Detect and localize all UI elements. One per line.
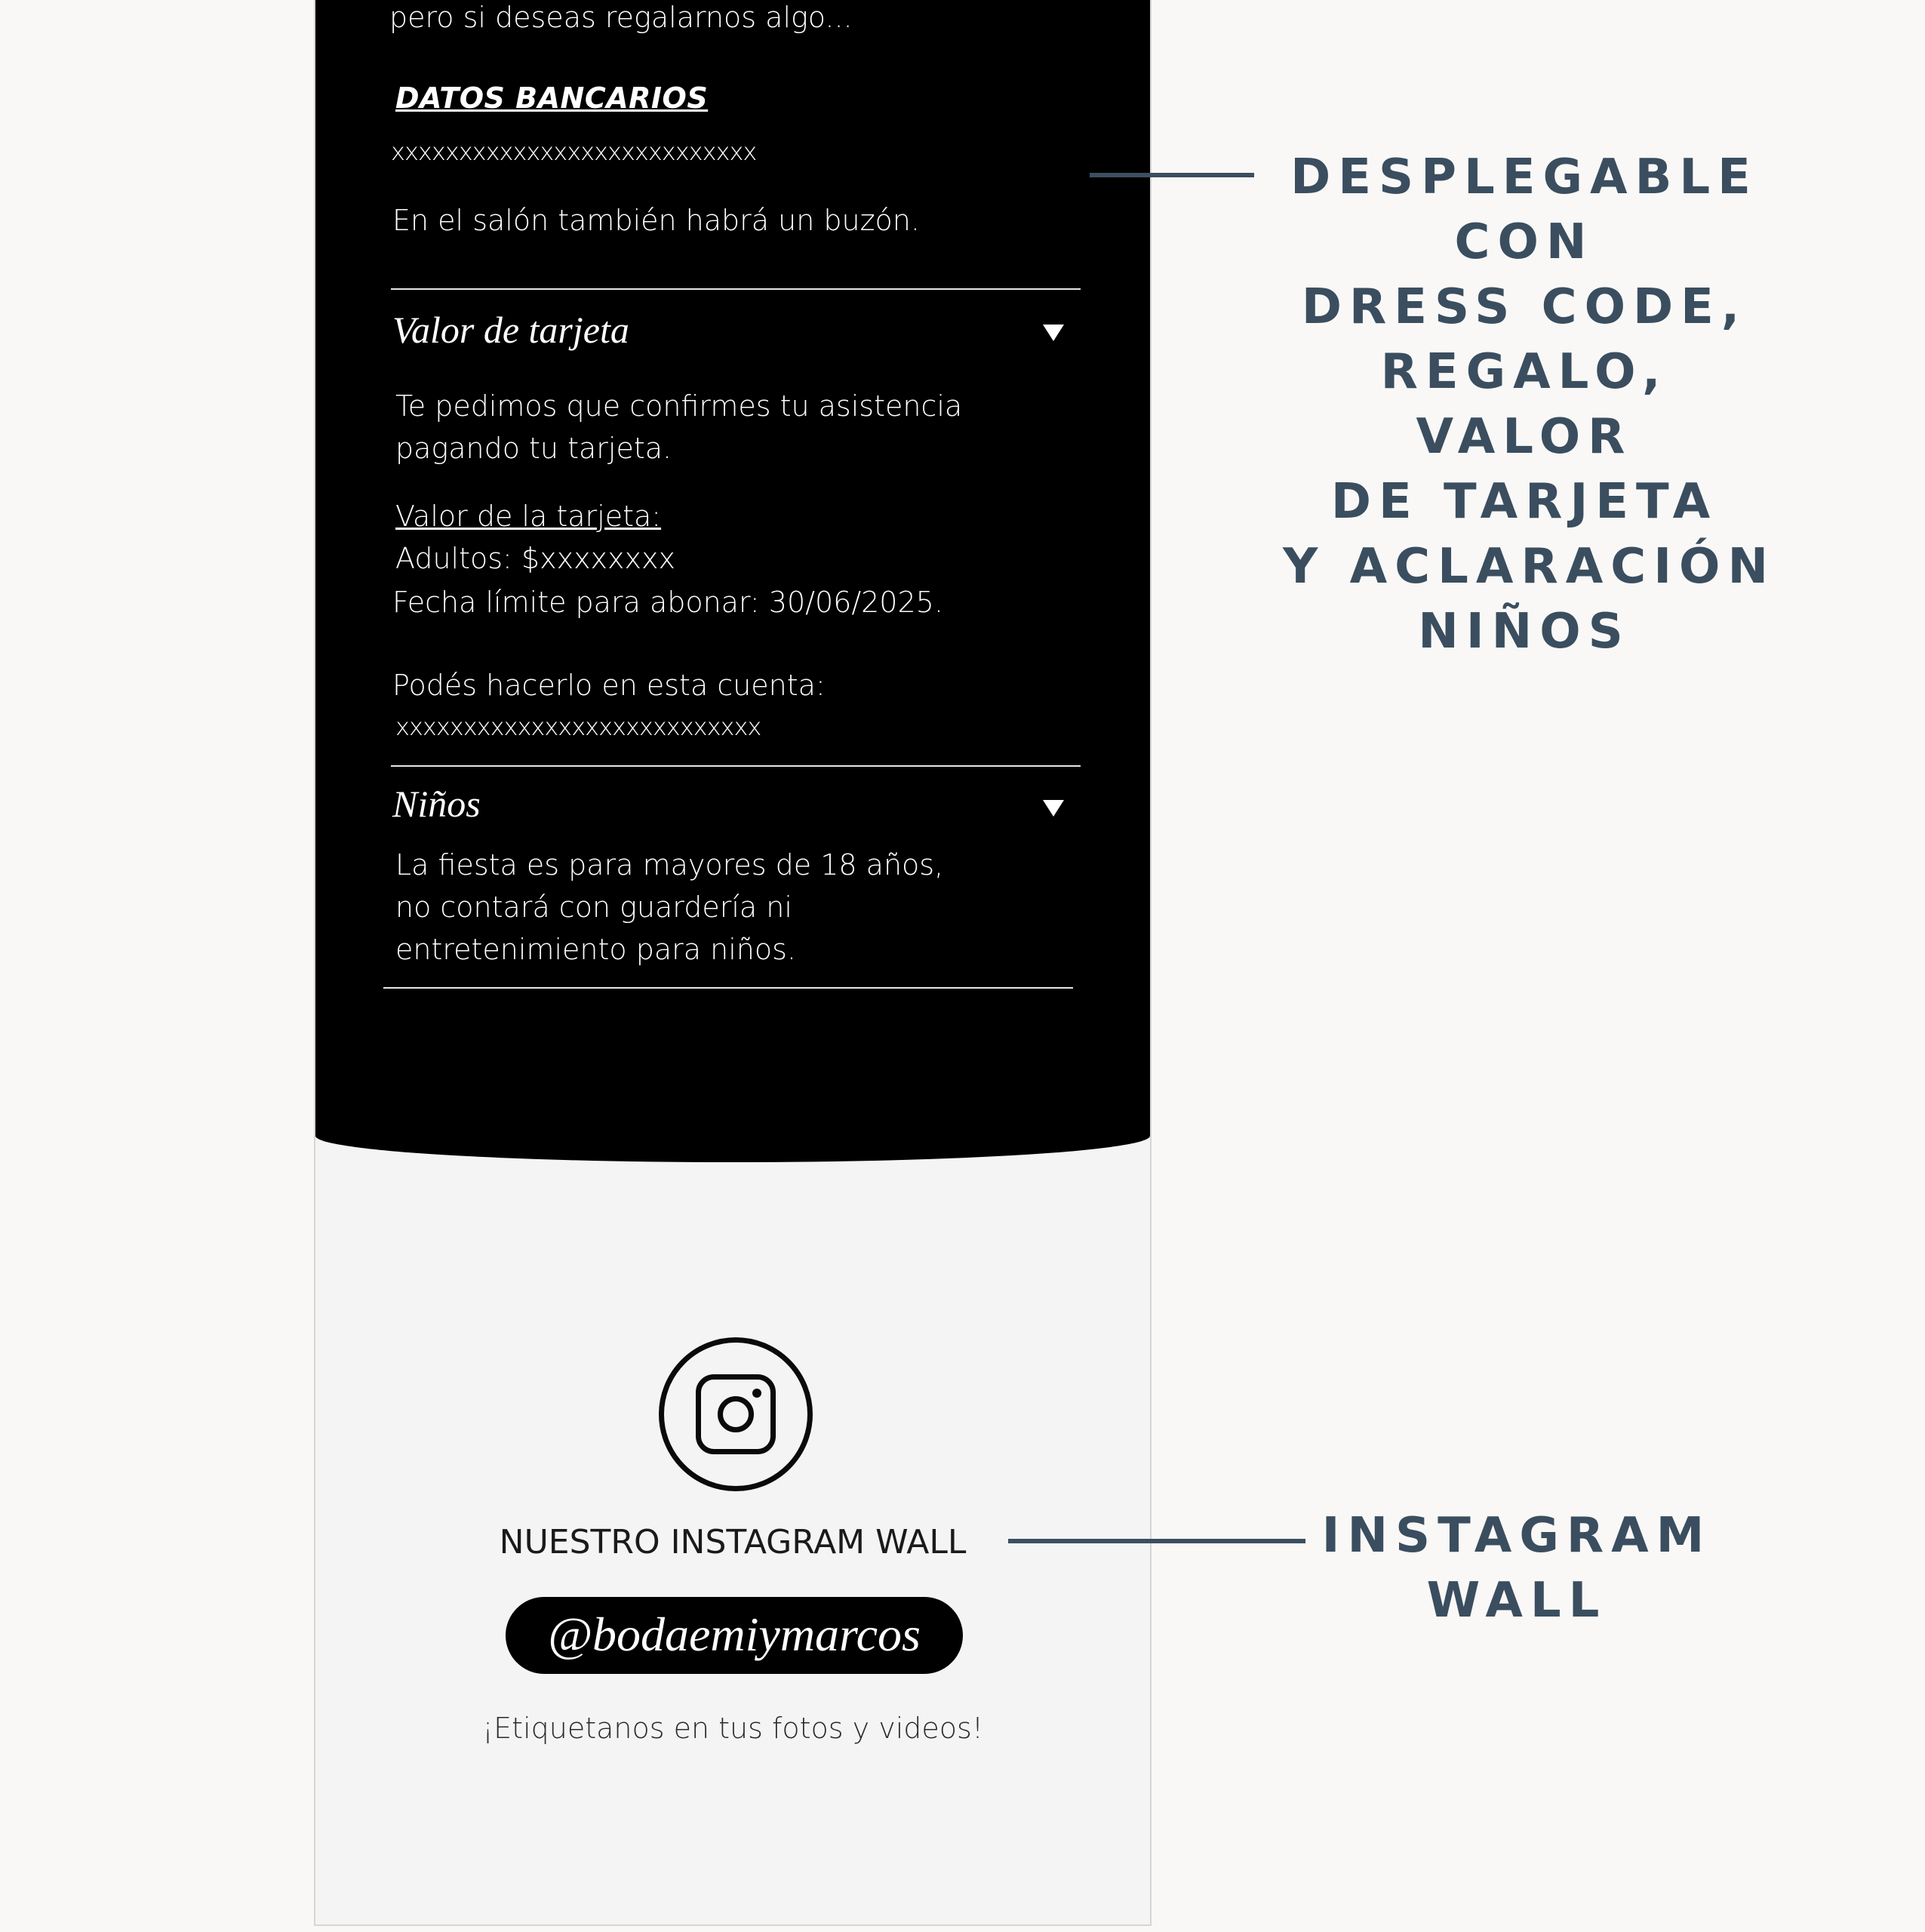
chevron-down-icon[interactable] [1043, 325, 1064, 341]
mailbox-note: En el salón también habrá un buzón. [392, 204, 920, 237]
card-value-line2: pagando tu tarjeta. [395, 432, 672, 465]
chevron-down-icon[interactable] [1043, 800, 1064, 817]
accordion-card-value-title[interactable]: Valor de tarjeta [392, 309, 629, 351]
divider [383, 987, 1073, 989]
info-section [315, 0, 1150, 1162]
card-value-line1: Te pedimos que confirmes tu asistencia [395, 389, 963, 423]
callout-instagram: INSTAGRAM WALL [1321, 1508, 1712, 1629]
card-value-deadline: Fecha límite para abonar: 30/06/2025. [392, 586, 943, 619]
callout-connector [1008, 1539, 1305, 1543]
callout-dropdown: DESPLEGABLE CON DRESS CODE, REGALO, VALOR DE TARJETA Y ACLARACIÓN NIÑOS [1283, 149, 1776, 660]
card-value-account: xxxxxxxxxxxxxxxxxxxxxxxxxxx [395, 712, 761, 741]
card-value-adults: Adultos: $xxxxxxxx [395, 542, 676, 575]
phone-screen [314, 0, 1152, 1926]
kids-line2: no contará con guardería ni [395, 891, 792, 924]
kids-line3: entretenimiento para niños. [395, 933, 796, 966]
instagram-wall-heading: NUESTRO INSTAGRAM WALL [499, 1523, 967, 1561]
accordion-kids-title[interactable]: Niños [392, 783, 481, 825]
card-value-label: Valor de la tarjeta: [395, 500, 662, 533]
callout-connector [1090, 173, 1254, 177]
divider [391, 765, 1081, 767]
card-value-account-label: Podés hacerlo en esta cuenta: [392, 669, 826, 702]
bank-details-title: DATOS BANCARIOS [395, 82, 709, 115]
divider [391, 288, 1081, 290]
instagram-handle-button[interactable]: @bodaemiymarcos [506, 1597, 963, 1674]
kids-line1: La fiesta es para mayores de 18 años, [395, 848, 944, 881]
bank-account-number: xxxxxxxxxxxxxxxxxxxxxxxxxxx [391, 137, 757, 166]
instagram-tagline: ¡Etiquetanos en tus fotos y videos! [481, 1712, 984, 1745]
instagram-icon[interactable] [659, 1337, 813, 1491]
gift-intro: pero si deseas regalarnos algo... [389, 1, 853, 34]
